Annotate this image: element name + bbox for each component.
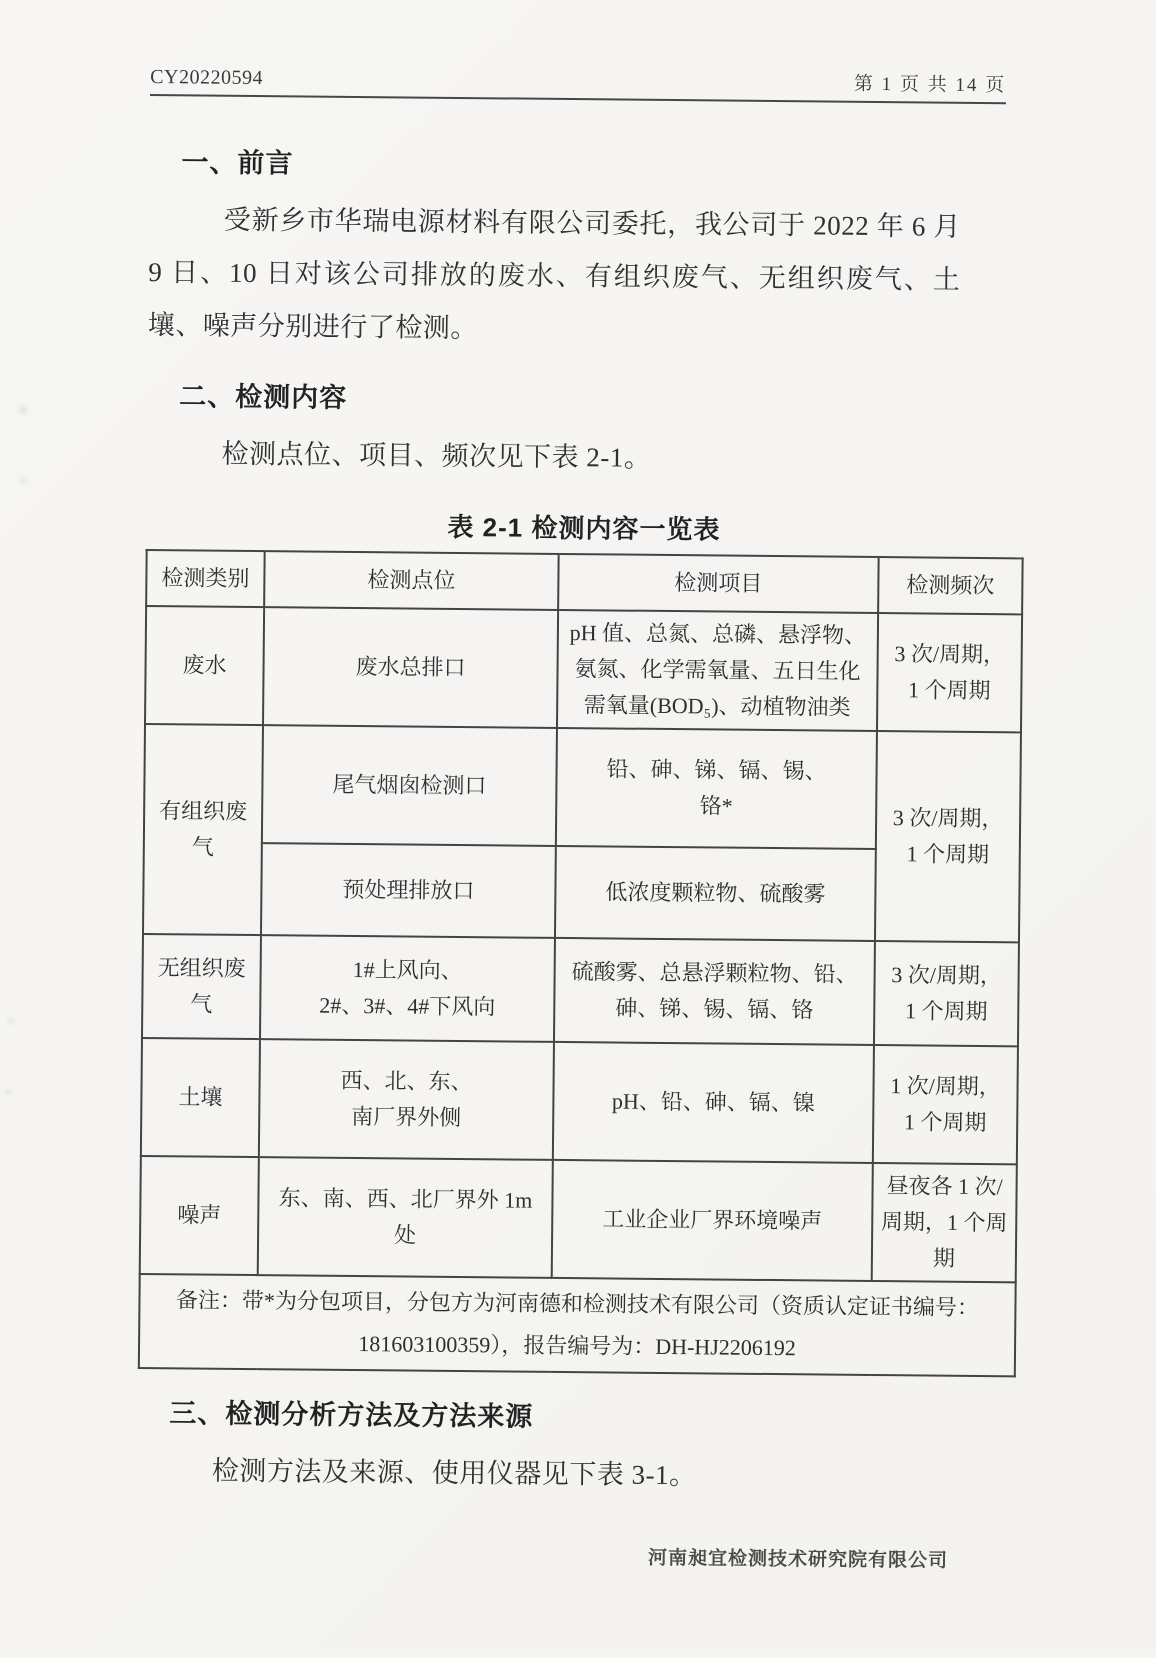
table-row-fugitive-gas xyxy=(142,934,1019,1046)
table-row-soil xyxy=(141,1038,1018,1164)
page-header xyxy=(150,62,1006,104)
table-row-remark xyxy=(139,1274,1016,1376)
document-number: CY20220594 xyxy=(150,66,264,90)
col-header-frequency: 检测频次 xyxy=(878,557,1023,614)
cell-category-organized-gas: 有组织废气 xyxy=(143,724,263,935)
cell-site-wastewater: 废水总排口 xyxy=(263,607,558,728)
cell-items-fugitive-gas: 硫酸雾、总悬浮颗粒物、铅、砷、锑、锡、镉、铬 xyxy=(554,938,875,1045)
cell-remark: 备注：带*为分包项目，分包方为河南德和检测技术有限公司（资质认定证书编号： 181603100359），报告编号为：DH-HJ2206192 xyxy=(139,1274,1016,1376)
cell-items-pretreatment-outlet: 低浓度颗粒物、硫酸雾 xyxy=(555,846,876,941)
scan-artifact xyxy=(8,1018,14,1024)
cell-frequency-soil: 1 次/周期， 1 个周期 xyxy=(873,1045,1018,1164)
cell-site-noise: 东、南、西、北厂界外 1m 处 xyxy=(258,1157,553,1278)
section-title-method: 三、检测分析方法及方法来源 xyxy=(169,1398,534,1432)
cell-site-pretreatment-outlet: 预处理排放口 xyxy=(261,843,556,938)
cell-items-stack-outlet: 铅、砷、锑、镉、锡、 铬* xyxy=(556,728,877,849)
report-body xyxy=(137,116,1028,1505)
cell-site-stack-outlet: 尾气烟囱检测口 xyxy=(262,725,557,846)
cell-category-noise: 噪声 xyxy=(140,1156,259,1275)
monitoring-content-table xyxy=(138,549,1024,1377)
cell-frequency-noise: 昼夜各 1 次/ 周期，1 个周 期 xyxy=(872,1163,1017,1282)
content-paragraph: 检测点位、项目、频次见下表 2-1。 xyxy=(221,438,652,473)
cell-category-wastewater: 废水 xyxy=(145,606,264,725)
scan-artifact xyxy=(19,406,27,414)
preface-paragraph: 受新乡市华瑞电源材料有限公司委托，我公司于 2022 年 6 月 9 日、10 日对该公司排放的废水、有组织废气、无组织废气、土壤、噪声分别进行了检测。 xyxy=(147,204,961,344)
cell-frequency-wastewater: 3 次/周期， 1 个周期 xyxy=(877,613,1022,732)
page-number-indicator: 第 1 页 共 14 页 xyxy=(853,73,1007,97)
cell-frequency-fugitive-gas: 3 次/周期， 1 个周期 xyxy=(874,941,1019,1046)
table-2-1-title: 表 2-1 检测内容一览表 xyxy=(447,511,721,545)
table-row-noise xyxy=(140,1156,1017,1282)
col-header-category: 检测类别 xyxy=(146,550,265,607)
company-footer: 河南昶宜检测技术研究院有限公司 xyxy=(647,1547,949,1572)
cell-items-soil: pH、铅、砷、镉、镍 xyxy=(553,1042,874,1163)
table-row-organized-gas-stack xyxy=(144,724,1021,850)
col-header-items: 检测项目 xyxy=(558,554,879,613)
table-row-wastewater xyxy=(145,606,1022,732)
col-header-site: 检测点位 xyxy=(264,551,559,610)
scan-artifact xyxy=(5,1090,12,1095)
table-header-row xyxy=(146,550,1022,614)
cell-category-soil: 土壤 xyxy=(141,1038,260,1157)
cell-site-soil: 西、北、东、 南厂界外侧 xyxy=(259,1039,554,1160)
cell-frequency-organized-gas: 3 次/周期， 1 个周期 xyxy=(875,731,1021,942)
cell-items-noise: 工业企业厂界环境噪声 xyxy=(552,1160,873,1281)
cell-category-fugitive-gas: 无组织废气 xyxy=(142,934,261,1039)
method-paragraph: 检测方法及来源、使用仪器见下表 3-1。 xyxy=(211,1455,697,1491)
cell-items-wastewater: pH 值、总氮、总磷、悬浮物、氨氮、化学需氧量、五日生化需氧量(BOD₅)、动植物油类 xyxy=(557,610,878,731)
scan-artifact xyxy=(20,478,27,483)
section-title-preface: 一、前言 xyxy=(181,147,294,179)
cell-site-fugitive-gas: 1#上风向、 2#、3#、4#下风向 xyxy=(260,935,555,1042)
section-title-content: 二、检测内容 xyxy=(179,381,348,413)
